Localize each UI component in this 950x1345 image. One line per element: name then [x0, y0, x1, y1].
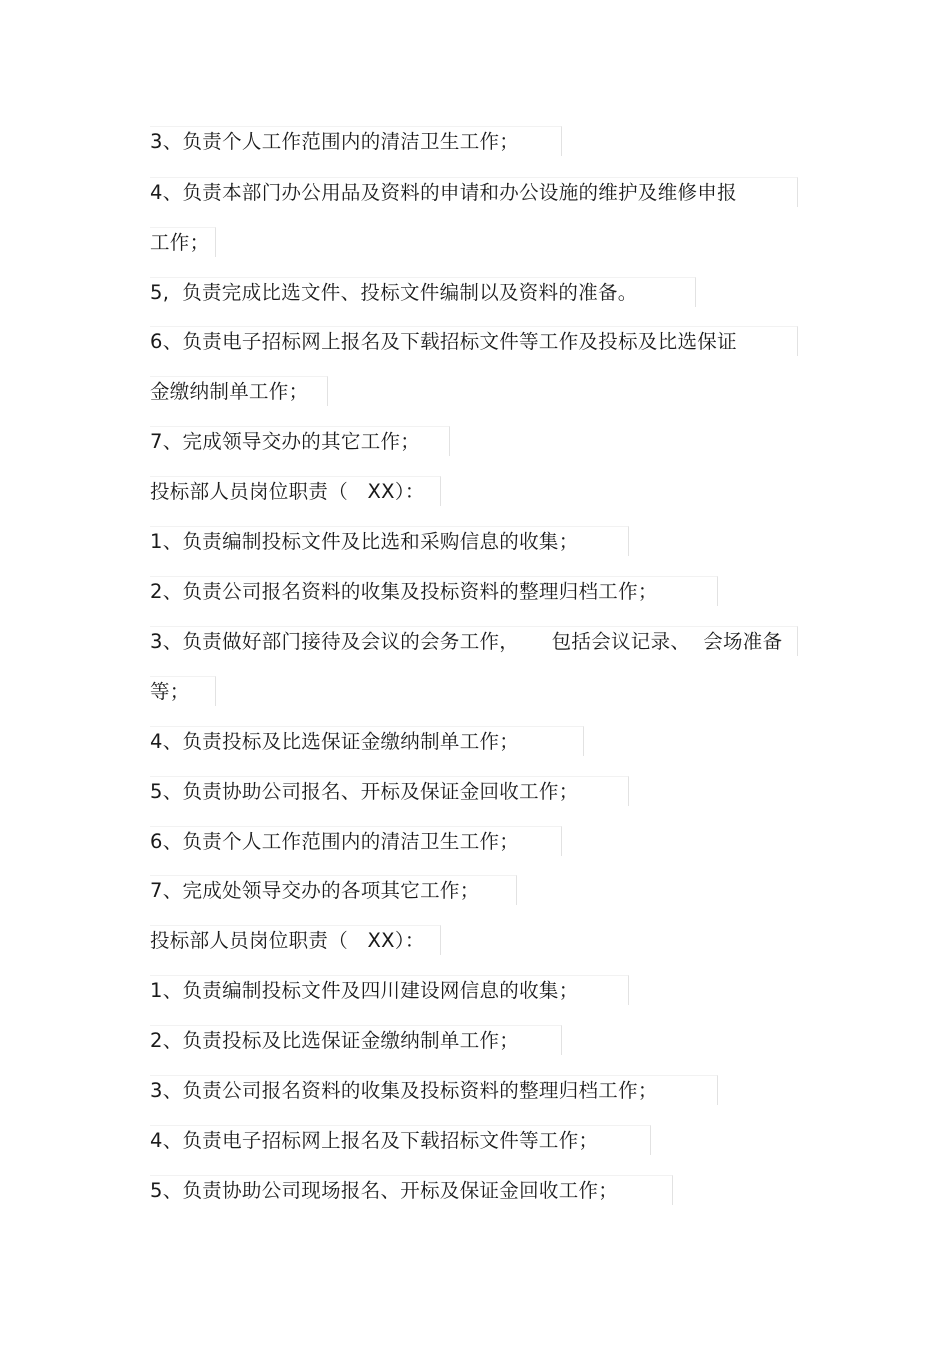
text-line: 3、负责做好部门接待及会议的会务工作， 包括会议记录、 会场准备 — [150, 626, 798, 656]
text-line: 等； — [150, 676, 216, 706]
section-heading: 投标部人员岗位职责（ XX）： — [150, 925, 441, 955]
text-line: 5、负责协助公司报名、开标及保证金回收工作； — [150, 776, 629, 806]
text-line: 7、完成处领导交办的各项其它工作； — [150, 875, 517, 905]
text-line: 1、负责编制投标文件及四川建设网信息的收集； — [150, 975, 629, 1005]
text-line: 4、负责本部门办公用品及资料的申请和办公设施的维护及维修申报 — [150, 177, 798, 207]
text-line: 6、负责电子招标网上报名及下载招标文件等工作及投标及比选保证 — [150, 326, 798, 356]
text-line: 工作； — [150, 227, 216, 257]
text-line: 3、负责公司报名资料的收集及投标资料的整理归档工作； — [150, 1075, 718, 1105]
text-line: 4、负责电子招标网上报名及下载招标文件等工作； — [150, 1125, 651, 1155]
text-line: 金缴纳制单工作； — [150, 376, 328, 406]
text-line: 4、负责投标及比选保证金缴纳制单工作； — [150, 726, 584, 756]
text-line: 5、负责协助公司现场报名、开标及保证金回收工作； — [150, 1175, 673, 1205]
text-line: 7、完成领导交办的其它工作； — [150, 426, 450, 456]
text-line: 2、负责公司报名资料的收集及投标资料的整理归档工作； — [150, 576, 718, 606]
text-line: 2、负责投标及比选保证金缴纳制单工作； — [150, 1025, 562, 1055]
text-line: 5, 负责完成比选文件、投标文件编制以及资料的准备。 — [150, 277, 696, 307]
section-heading: 投标部人员岗位职责（ XX）： — [150, 476, 441, 506]
text-line: 1、负责编制投标文件及比选和采购信息的收集； — [150, 526, 629, 556]
text-line: 6、负责个人工作范围内的清洁卫生工作； — [150, 826, 562, 856]
text-line: 3、负责个人工作范围内的清洁卫生工作； — [150, 126, 562, 156]
